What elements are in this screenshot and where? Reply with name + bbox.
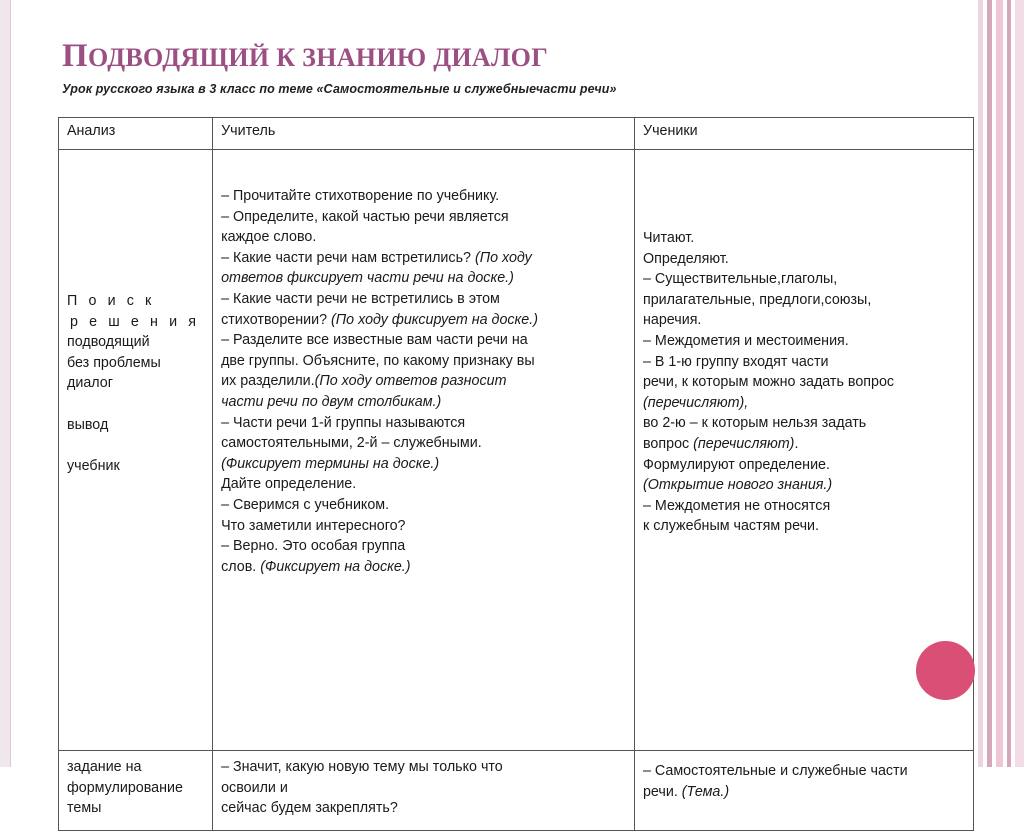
students-text: наречия.	[642, 312, 702, 329]
analysis-text: задание на	[67, 759, 142, 775]
header-analysis: Анализ	[59, 118, 213, 150]
teacher-text: Что заметили интересного?	[221, 517, 406, 534]
analysis-text: без проблемы	[67, 354, 161, 371]
teacher-text: – Сверимся с учебником.	[221, 496, 390, 513]
teacher-text: слов. (Фиксирует на доске.)	[221, 558, 411, 575]
analysis-cell	[59, 751, 213, 831]
teacher-text: части речи по двум столбикам.)	[221, 393, 442, 410]
header-teacher: Учитель	[213, 118, 635, 150]
decorative-circle	[916, 641, 975, 700]
students-text: во 2-ю – к которым нельзя задать	[642, 415, 867, 432]
teacher-text: – Какие части речи нам встретились? (По ходу	[221, 249, 532, 266]
decorative-stripes	[978, 0, 1024, 767]
analysis-text: формулирование	[67, 779, 183, 796]
students-cell	[634, 751, 973, 831]
teacher-text: – Верно. Это особая группа	[221, 538, 406, 555]
analysis-text: р е ш е н и я	[70, 313, 200, 330]
teacher-cell	[213, 150, 635, 751]
teacher-text: (Фиксирует термины на доске.)	[221, 455, 440, 472]
students-text: речи. (Тема.)	[642, 783, 730, 800]
students-text: вопрос (перечисляют).	[642, 435, 799, 452]
teacher-text: сейчас будем закреплять?	[221, 800, 398, 817]
teacher-text: самостоятельными, 2-й – служебными.	[221, 435, 482, 452]
students-text: Определяют.	[642, 250, 729, 267]
teacher-text: ответов фиксирует части речи на доске.)	[221, 270, 514, 287]
analysis-text: вывод	[67, 416, 109, 433]
teacher-text: стихотворении? (По ходу фиксирует на доске.)	[221, 311, 538, 328]
teacher-text: каждое слово.	[221, 229, 317, 246]
analysis-text: диалог	[67, 375, 113, 392]
teacher-text: – Значит, какую новую тему мы только что	[221, 759, 503, 775]
students-text: – Самостоятельные и служебные части	[642, 763, 908, 779]
teacher-text: – Какие части речи не встретились в этом	[221, 290, 500, 307]
students-text: – Существительные,глаголы,	[642, 271, 838, 288]
students-text: к служебным частям речи.	[642, 518, 820, 535]
students-text: – В 1-ю группу входят части	[642, 353, 829, 370]
teacher-text: освоили и	[221, 779, 288, 796]
students-text: (Открытие нового знания.)	[642, 477, 833, 494]
slide-title: ПОДВОДЯЩИЙ К ЗНАНИЮ ДИАЛОГ	[62, 38, 549, 74]
table-header-row	[59, 118, 974, 150]
slide-subtitle: Урок русского языка в 3 класс по теме «Самостоятельные и служебныечасти речи»	[62, 82, 617, 96]
header-students: Ученики	[634, 118, 973, 150]
students-text: – Междометия и местоимения.	[642, 332, 849, 349]
analysis-cell	[59, 150, 213, 751]
teacher-text: – Определите, какой частью речи является	[221, 208, 509, 225]
teacher-text: Дайте определение.	[221, 476, 357, 493]
teacher-text: их разделили.(По ходу ответов разносит	[221, 373, 507, 390]
table-row	[59, 150, 974, 751]
table-row	[59, 751, 974, 831]
teacher-text: – Разделите все известные вам части речи на	[221, 332, 528, 349]
left-border-rule	[0, 0, 11, 767]
lesson-table	[58, 117, 974, 831]
teacher-cell	[213, 751, 635, 831]
teacher-text: две группы. Объясните, по какому признаку вы	[221, 352, 535, 369]
students-text: прилагательные, предлоги,союзы,	[642, 291, 872, 308]
students-text: (перечисляют),	[642, 394, 749, 411]
analysis-text: П о и с к	[67, 293, 155, 309]
analysis-text: учебник	[67, 457, 120, 474]
teacher-text: – Прочитайте стихотворение по учебнику.	[221, 188, 500, 204]
students-text: Читают.	[642, 230, 695, 246]
analysis-text: темы	[67, 800, 102, 817]
students-text: Формулируют определение.	[642, 456, 830, 473]
teacher-text: – Части речи 1-й группы называются	[221, 414, 466, 431]
analysis-text: подводящий	[67, 334, 150, 351]
students-text: – Междометия не относятся	[642, 497, 831, 514]
students-text: речи, к которым можно задать вопрос	[642, 374, 895, 391]
